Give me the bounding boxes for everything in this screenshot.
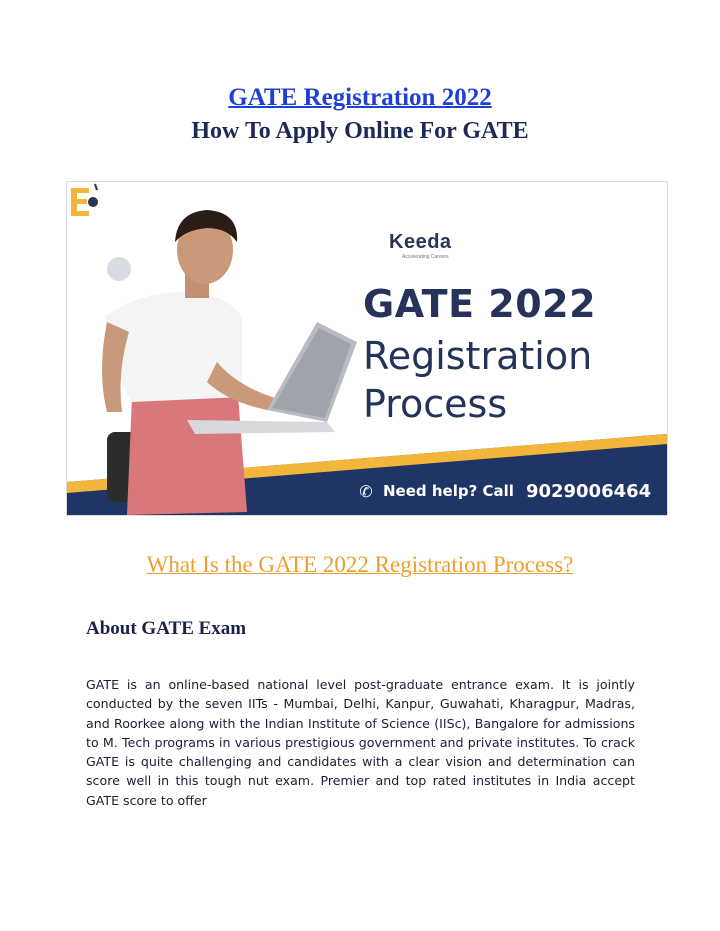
logo-wordmark: Keeda: [389, 231, 452, 253]
help-phone-number: 9029006464: [525, 480, 652, 502]
section-title: What Is the GATE 2022 Registration Process?: [146, 552, 574, 577]
about-heading: About GATE Exam: [86, 618, 247, 639]
banner-headline: GATE 2022: [363, 282, 597, 326]
hero-banner: [67, 182, 667, 515]
about-paragraph: GATE is an online-based national level post-graduate entrance exam. It is jointly conducted by the seven IITs - Mumbai, Delhi, Kanpur, Guwahati, Kharagpur, Madras, and Roorkee along with the Indian Institute of Science (IISc), Bangalore for admissions to M. Tech programs in various prestigious government and private institutes. To crack GATE is quite challenging and candidates with a clear vision and determination can score well in this tough nut exam. Premier and top rated institutes in India accept GATE score to offer: [86, 677, 635, 808]
help-callout: [357, 479, 651, 503]
banner-line-registration: Registration: [363, 334, 593, 378]
ekeeda-logo-icon: [67, 182, 99, 222]
logo-tagline: Accelerating Careers: [402, 254, 449, 260]
help-text: Need help? Call: [383, 482, 514, 500]
page-title-link[interactable]: GATE Registration 2022: [228, 84, 492, 111]
banner-line-process: Process: [363, 382, 508, 426]
phone-icon: ✆: [359, 481, 373, 501]
page-subtitle: How To Apply Online For GATE: [191, 118, 529, 144]
